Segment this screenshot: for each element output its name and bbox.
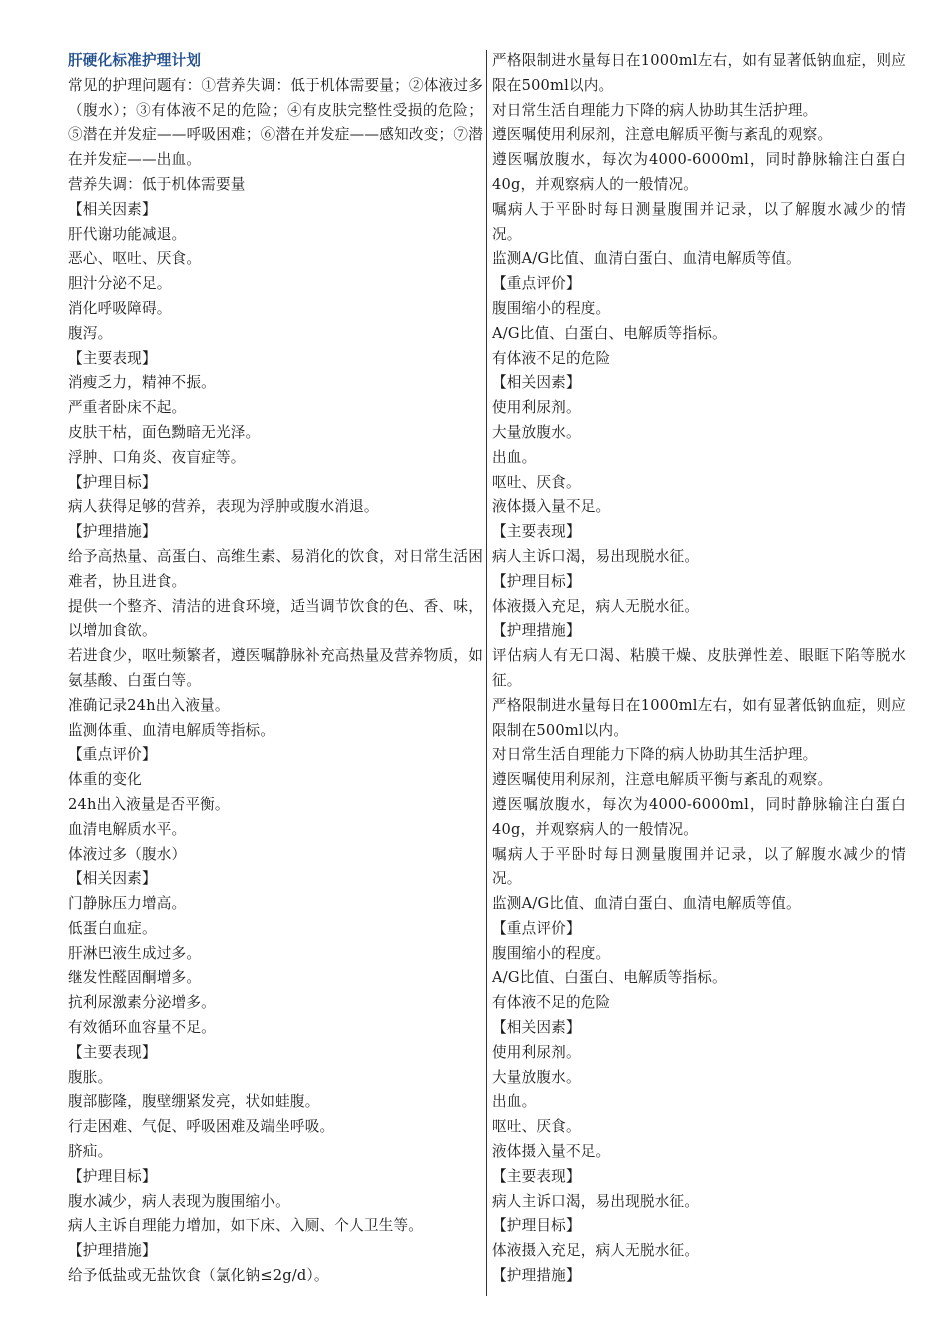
text-line: 监测A/G比值、血清白蛋白、血清电解质等值。 <box>492 250 801 268</box>
text-line: 行走困难、气促、呼吸困难及端坐呼吸。 <box>68 1118 335 1136</box>
text-line: 提供一个整齐、清洁的进食环境，适当调节饮食的色、香、味，以增加食欲。 <box>68 597 483 640</box>
text-line: 继发性醛固酮增多。 <box>68 969 202 987</box>
text-line: 【相关因素】 <box>68 200 157 218</box>
text-line: 体重的变化 <box>68 771 142 789</box>
text-line: 【相关因素】 <box>68 870 157 888</box>
text-line: 给予高热量、高蛋白、高维生素、易消化的饮食，对日常生活困难者，协且进食。 <box>68 547 483 590</box>
column-divider <box>486 50 487 1296</box>
left-column <box>68 49 483 1289</box>
text-line: 【相关因素】 <box>492 1019 581 1037</box>
document-title: 肝硬化标准护理计划 <box>68 52 202 69</box>
text-line: 【重点评价】 <box>492 275 581 293</box>
text-line: 【护理目标】 <box>492 1217 581 1235</box>
text-line: 【护理措施】 <box>492 1267 581 1285</box>
text-line: 体液摄入充足，病人无脱水征。 <box>492 597 700 615</box>
text-line: 肝代谢功能减退。 <box>68 225 187 243</box>
text-line: 给予低盐或无盐饮食（氯化钠≤2g/d）。 <box>68 1267 329 1285</box>
text-line: 【主要表现】 <box>492 523 581 541</box>
text-line: 【主要表现】 <box>492 1167 581 1185</box>
text-line: 【重点评价】 <box>492 919 581 937</box>
text-line: 体液摄入充足，病人无脱水征。 <box>492 1242 700 1260</box>
text-line: 消瘦乏力，精神不振。 <box>68 374 216 392</box>
text-line: 严格限制进水量每日在1000ml左右，如有显著低钠血症，则应限在500ml以内。 <box>492 52 906 94</box>
text-line: 【护理措施】 <box>68 1242 157 1260</box>
text-line: 液体摄入量不足。 <box>492 1143 611 1161</box>
text-line: 病人主诉口渴，易出现脱水征。 <box>492 547 700 565</box>
text-line: 呕吐、厌食。 <box>492 1118 581 1136</box>
text-line: 【相关因素】 <box>492 374 581 392</box>
text-line: 抗利尿激素分泌增多。 <box>68 994 216 1012</box>
text-line: 嘱病人于平卧时每日测量腹围并记录，以了解腹水减少的情况。 <box>492 200 906 243</box>
text-line: 有效循环血容量不足。 <box>68 1019 216 1037</box>
text-line: 对日常生活自理能力下降的病人协助其生活护理。 <box>492 746 818 764</box>
text-line: 病人获得足够的营养，表现为浮肿或腹水消退。 <box>68 498 379 516</box>
text-line: 有体液不足的危险 <box>492 994 611 1012</box>
text-line: 【护理目标】 <box>68 473 157 491</box>
text-line: 【护理措施】 <box>68 523 157 541</box>
text-line: 大量放腹水。 <box>492 1068 581 1086</box>
text-line: 遵医嘱使用利尿剂，注意电解质平衡与紊乱的观察。 <box>492 126 833 144</box>
text-line: 腹胀。 <box>68 1068 113 1086</box>
text-line: 大量放腹水。 <box>492 423 581 441</box>
text-line: 腹部膨隆，腹壁绷紧发亮，状如蛙腹。 <box>68 1093 320 1111</box>
text-line: 体液过多（腹水） <box>68 845 187 863</box>
text-line: 【护理目标】 <box>68 1167 157 1185</box>
text-line: 遵医嘱放腹水，每次为4000-6000ml，同时静脉输注白蛋白40g，并观察病人的一般情况。 <box>492 795 906 838</box>
text-line: 嘱病人于平卧时每日测量腹围并记录，以了解腹水减少的情况。 <box>492 845 906 888</box>
text-line: 【护理措施】 <box>492 622 581 640</box>
text-line: 浮肿、口角炎、夜盲症等。 <box>68 448 246 466</box>
text-line: 常见的护理问题有：①营养失调：低于机体需要量；②体液过多（腹水）；③有体液不足的危险；④有皮肤完整性受损的危险；⑤潜在并发症——呼吸困难；⑥潜在并发症——感知改变；⑦潜在并发症——出血。 <box>68 76 483 169</box>
text-line: 监测A/G比值、血清白蛋白、血清电解质等值。 <box>492 895 801 913</box>
text-line: 使用利尿剂。 <box>492 399 581 417</box>
text-line: 低蛋白血症。 <box>68 919 157 937</box>
text-line: 消化呼吸障碍。 <box>68 299 172 317</box>
text-line: 【主要表现】 <box>68 1043 157 1061</box>
text-line: 脐疝。 <box>68 1143 113 1161</box>
text-line: A/G比值、白蛋白、电解质等指标。 <box>492 324 727 342</box>
text-line: 24h出入液量是否平衡。 <box>68 795 230 813</box>
text-line: 血清电解质水平。 <box>68 820 187 838</box>
text-line: 遵医嘱使用利尿剂，注意电解质平衡与紊乱的观察。 <box>492 771 833 789</box>
text-line: 对日常生活自理能力下降的病人协助其生活护理。 <box>492 101 818 119</box>
text-line: 准确记录24h出入液量。 <box>68 696 230 714</box>
text-line: 门静脉压力增高。 <box>68 895 187 913</box>
text-line: 液体摄入量不足。 <box>492 498 611 516</box>
text-line: 腹水减少，病人表现为腹围缩小。 <box>68 1192 290 1210</box>
text-line: 有体液不足的危险 <box>492 349 611 367</box>
text-line: 遵医嘱放腹水，每次为4000-6000ml，同时静脉输注白蛋白40g，并观察病人的一般情况。 <box>492 151 906 193</box>
right-column <box>492 49 906 1289</box>
text-line: 【重点评价】 <box>68 746 157 764</box>
text-line: 营养失调：低于机体需要量 <box>68 175 246 193</box>
text-line: 病人主诉自理能力增加，如下床、入厕、个人卫生等。 <box>68 1217 424 1235</box>
text-line: 使用利尿剂。 <box>492 1043 581 1061</box>
text-line: 严重者卧床不起。 <box>68 399 187 417</box>
text-line: 呕吐、厌食。 <box>492 473 581 491</box>
text-line: 病人主诉口渴，易出现脱水征。 <box>492 1192 700 1210</box>
text-line: 【护理目标】 <box>492 572 581 590</box>
text-line: 评估病人有无口渴、粘膜干燥、皮肤弹性差、眼眶下陷等脱水征。 <box>492 647 906 689</box>
text-line: 皮肤干枯，面色黝暗无光泽。 <box>68 423 261 441</box>
text-line: 腹泻。 <box>68 324 113 342</box>
text-line: 肝淋巴液生成过多。 <box>68 944 202 962</box>
text-line: 出血。 <box>492 448 537 466</box>
text-line: 若进食少，呕吐频繁者，遵医嘱静脉补充高热量及营养物质，如氨基酸、白蛋白等。 <box>68 647 483 689</box>
text-line: 胆汁分泌不足。 <box>68 275 172 293</box>
text-line: 腹围缩小的程度。 <box>492 299 611 317</box>
text-line: 监测体重、血清电解质等指标。 <box>68 721 276 739</box>
text-line: A/G比值、白蛋白、电解质等指标。 <box>492 969 727 987</box>
text-line: 【主要表现】 <box>68 349 157 367</box>
text-line: 出血。 <box>492 1093 537 1111</box>
text-line: 严格限制进水量每日在1000ml左右，如有显著低钠血症，则应限制在500ml以内。 <box>492 696 906 739</box>
text-line: 恶心、呕吐、厌食。 <box>68 250 202 268</box>
text-line: 腹围缩小的程度。 <box>492 944 611 962</box>
